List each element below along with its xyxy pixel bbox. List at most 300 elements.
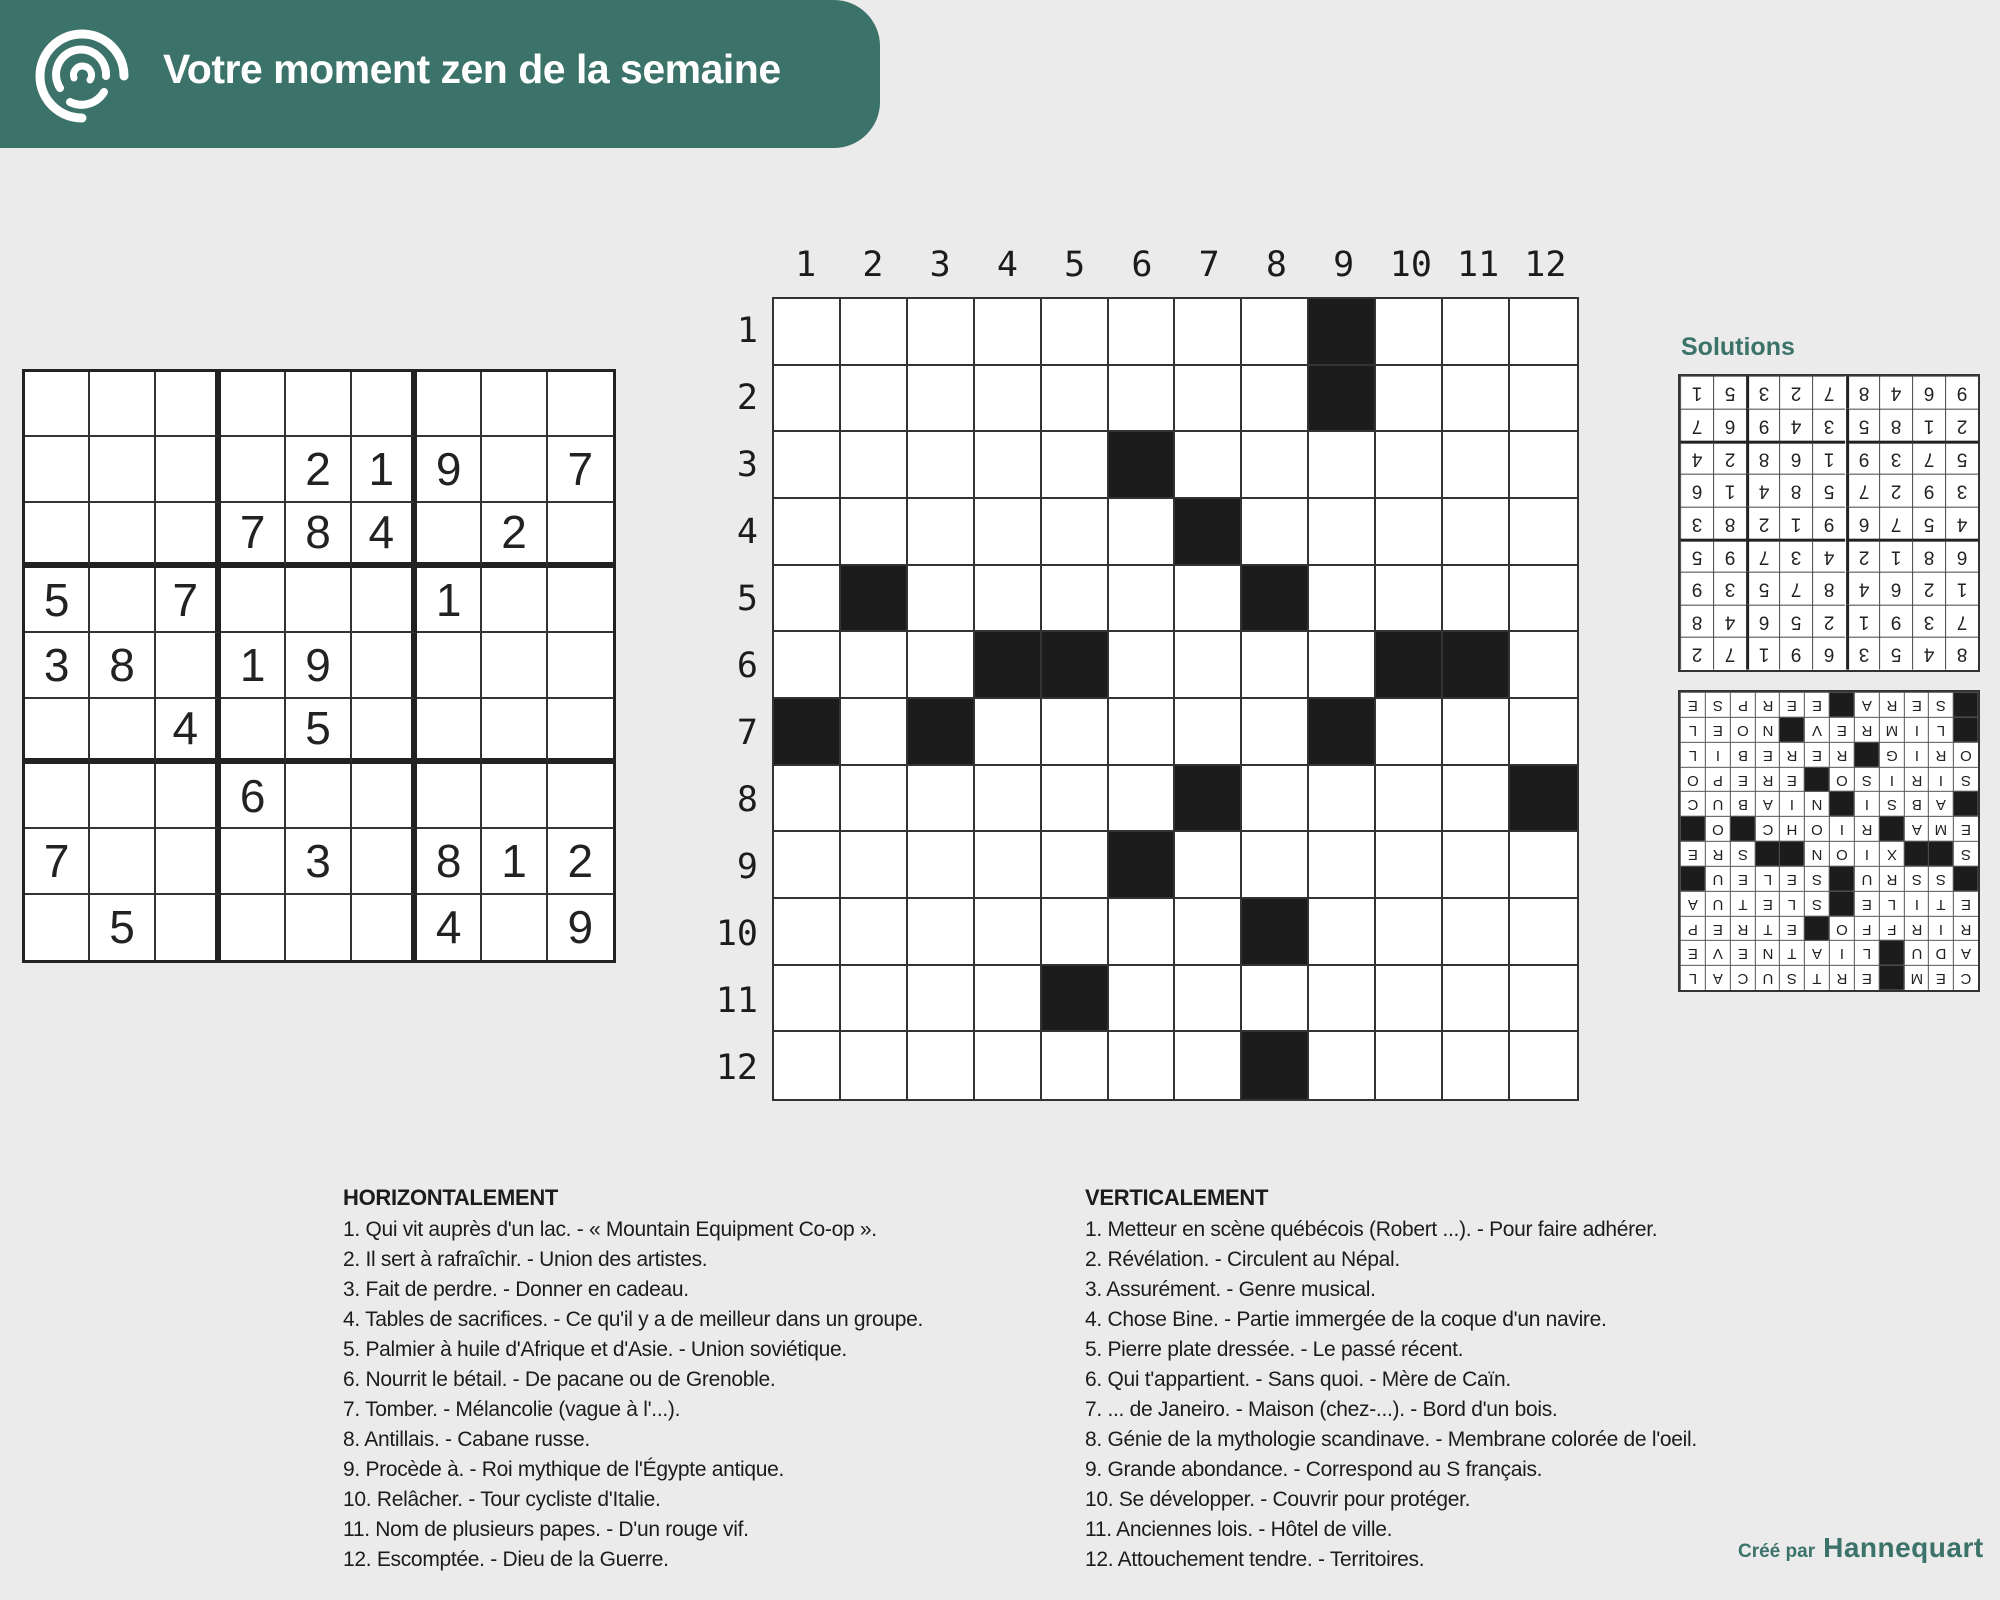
sudoku-cell[interactable]: [482, 699, 547, 764]
sudoku-cell[interactable]: 7: [221, 503, 286, 568]
crossword-cell[interactable]: [1309, 432, 1376, 499]
sudoku-cell[interactable]: [417, 503, 482, 568]
sudoku-cell[interactable]: [352, 764, 417, 829]
crossword-column-number: 4: [996, 245, 1018, 285]
crossword-black-cell: [1376, 632, 1443, 699]
crossword-cell[interactable]: [1042, 499, 1109, 566]
sudoku-cell[interactable]: [482, 895, 547, 960]
crossword-cell[interactable]: [1376, 899, 1443, 966]
crossword-cell[interactable]: [774, 432, 841, 499]
crossword-cell[interactable]: [1175, 1032, 1242, 1099]
crossword-cell[interactable]: [1242, 432, 1309, 499]
crossword-cell[interactable]: [841, 366, 908, 433]
crossword-cell[interactable]: [1376, 766, 1443, 833]
sudoku-cell[interactable]: 7: [25, 829, 90, 894]
sudoku-cell[interactable]: [482, 568, 547, 633]
crossword-cell[interactable]: [774, 966, 841, 1033]
crossword-column-number: 5: [1064, 245, 1086, 285]
crossword-row-numbers: [698, 297, 762, 1101]
crossword-cell[interactable]: [1443, 566, 1510, 633]
crossword-cell[interactable]: [774, 499, 841, 566]
solution-letter-cell: O: [1829, 916, 1854, 941]
crossword-cell[interactable]: [1109, 632, 1176, 699]
solution-letter-cell: O: [1953, 742, 1978, 767]
solution-letter-cell: C: [1755, 816, 1780, 841]
solution-letter-cell: E: [1854, 965, 1879, 990]
spiral-logo-icon: [30, 26, 134, 126]
sudoku-cell[interactable]: [221, 895, 286, 960]
crossword-cell[interactable]: [1175, 899, 1242, 966]
crossword-cell[interactable]: [1510, 499, 1577, 566]
crossword-cell[interactable]: [1510, 699, 1577, 766]
solution-letter-cell: E: [1953, 891, 1978, 916]
crossword-row-number: 10: [715, 913, 758, 954]
crossword-cell[interactable]: [1376, 966, 1443, 1033]
sudoku-cell[interactable]: 5: [286, 699, 351, 764]
clue-item: 3. Fait de perdre. - Donner en cadeau.: [343, 1278, 689, 1301]
solution-letter-cell: E: [1705, 717, 1730, 742]
crossword-cell[interactable]: [1510, 366, 1577, 433]
crossword-cell[interactable]: [1175, 432, 1242, 499]
solution-sudoku-cell: 5: [1680, 539, 1713, 572]
crossword-cell[interactable]: [1042, 766, 1109, 833]
crossword-cell[interactable]: [1309, 832, 1376, 899]
crossword-cell[interactable]: [774, 566, 841, 633]
sudoku-cell[interactable]: [286, 372, 351, 437]
crossword-cell[interactable]: [1309, 566, 1376, 633]
crossword-cell[interactable]: [1242, 966, 1309, 1033]
sudoku-cell[interactable]: [221, 829, 286, 894]
sudoku-cell[interactable]: 2: [286, 437, 351, 502]
sudoku-cell[interactable]: [25, 372, 90, 437]
crossword-cell[interactable]: [841, 499, 908, 566]
sudoku-cell[interactable]: 8: [417, 829, 482, 894]
crossword-cell[interactable]: [1042, 1032, 1109, 1099]
crossword-cell[interactable]: [774, 299, 841, 366]
crossword-cell[interactable]: [1376, 432, 1443, 499]
sudoku-cell[interactable]: [352, 829, 417, 894]
crossword-cell[interactable]: [841, 699, 908, 766]
solution-sudoku-cell: 9: [1713, 539, 1746, 572]
crossword-cell[interactable]: [908, 1032, 975, 1099]
solution-sudoku-cell: 1: [1879, 539, 1912, 572]
solution-letter-cell: E: [1779, 767, 1804, 792]
crossword-black-cell: [908, 699, 975, 766]
solution-sudoku-cell: 5: [1812, 474, 1845, 507]
crossword-cell[interactable]: [1443, 899, 1510, 966]
crossword-cell[interactable]: [1443, 699, 1510, 766]
crossword-black-cell: [1309, 699, 1376, 766]
sudoku-cell[interactable]: 6: [221, 764, 286, 829]
crossword-cell[interactable]: [1443, 499, 1510, 566]
sudoku-cell[interactable]: 4: [417, 895, 482, 960]
sudoku-cell[interactable]: 9: [417, 437, 482, 502]
crossword-cell[interactable]: [1443, 766, 1510, 833]
sudoku-cell[interactable]: [25, 764, 90, 829]
crossword-row-number: 2: [736, 377, 758, 418]
crossword-cell[interactable]: [1242, 699, 1309, 766]
crossword-cell[interactable]: [975, 499, 1042, 566]
sudoku-cell[interactable]: [90, 699, 155, 764]
crossword-cell[interactable]: [774, 899, 841, 966]
solution-letter-cell: I: [1829, 816, 1854, 841]
sudoku-cell[interactable]: [25, 895, 90, 960]
sudoku-cell[interactable]: 2: [548, 829, 613, 894]
sudoku-cell[interactable]: [90, 764, 155, 829]
sudoku-cell[interactable]: 7: [156, 568, 221, 633]
crossword-cell[interactable]: [1443, 966, 1510, 1033]
sudoku-cell[interactable]: [482, 437, 547, 502]
crossword-cell[interactable]: [1109, 966, 1176, 1033]
crossword-cell[interactable]: [841, 832, 908, 899]
crossword-black-cell: [1242, 1032, 1309, 1099]
solution-letter-cell: V: [1804, 717, 1829, 742]
crossword-cell[interactable]: [1309, 966, 1376, 1033]
crossword-cell[interactable]: [1376, 699, 1443, 766]
solution-letter-cell: S: [1804, 891, 1829, 916]
solution-letter-cell: A: [1953, 940, 1978, 965]
crossword-cell[interactable]: [975, 432, 1042, 499]
solution-letter-cell: E: [1680, 841, 1705, 866]
solution-sudoku-cell: 9: [1846, 441, 1879, 474]
crossword-cell[interactable]: [1309, 499, 1376, 566]
sudoku-cell[interactable]: [25, 503, 90, 568]
crossword-black-cell: [1443, 632, 1510, 699]
sudoku-cell[interactable]: [25, 699, 90, 764]
solution-sudoku-cell: 1: [1680, 376, 1713, 409]
crossword-column-number: 2: [862, 245, 884, 285]
sudoku-cell[interactable]: [417, 633, 482, 698]
crossword-cell[interactable]: [774, 366, 841, 433]
solution-letter-cell: E: [1854, 891, 1879, 916]
crossword-black-cell: [1175, 766, 1242, 833]
sudoku-cell[interactable]: [25, 437, 90, 502]
crossword-cell[interactable]: [1376, 499, 1443, 566]
crossword-cell[interactable]: [1376, 832, 1443, 899]
crossword-cell[interactable]: [1042, 432, 1109, 499]
sudoku-cell[interactable]: 8: [286, 503, 351, 568]
sudoku-cell[interactable]: 1: [482, 829, 547, 894]
crossword-cell[interactable]: [1242, 299, 1309, 366]
solution-letter-cell: S: [1804, 866, 1829, 891]
crossword-cell[interactable]: [1109, 566, 1176, 633]
solution-sudoku-cell: 1: [1912, 409, 1945, 442]
solution-letter-cell: R: [1904, 916, 1929, 941]
sudoku-cell[interactable]: [482, 633, 547, 698]
crossword-cell[interactable]: [841, 632, 908, 699]
crossword-cell[interactable]: [1175, 699, 1242, 766]
crossword-cell[interactable]: [1042, 832, 1109, 899]
crossword-cell[interactable]: [1510, 566, 1577, 633]
solution-sudoku-cell: 5: [1713, 376, 1746, 409]
crossword-cell[interactable]: [1443, 366, 1510, 433]
sudoku-cell[interactable]: [548, 503, 613, 568]
crossword-cell[interactable]: [1510, 832, 1577, 899]
sudoku-cell[interactable]: 3: [25, 633, 90, 698]
solution-sudoku-cell: 6: [1680, 474, 1713, 507]
sudoku-cell[interactable]: [156, 633, 221, 698]
crossword-column-number: 7: [1198, 245, 1220, 285]
solution-sudoku-cell: 2: [1680, 637, 1713, 670]
solution-sudoku-cell: 9: [1779, 637, 1812, 670]
crossword-cell[interactable]: [1510, 299, 1577, 366]
solution-letter-cell: E: [1928, 965, 1953, 990]
sudoku-cell[interactable]: [90, 829, 155, 894]
crossword-cell[interactable]: [1109, 1032, 1176, 1099]
solution-letter-cell: R: [1953, 916, 1978, 941]
solution-sudoku-cell: 3: [1945, 474, 1978, 507]
solution-sudoku-cell: 8: [1713, 507, 1746, 540]
solution-letter-cell: E: [1755, 891, 1780, 916]
sudoku-cell[interactable]: 9: [286, 633, 351, 698]
solution-letter-cell: F: [1879, 916, 1904, 941]
crossword-cell[interactable]: [841, 899, 908, 966]
page-title: Votre moment zen de la semaine: [163, 46, 781, 92]
sudoku-cell[interactable]: [221, 568, 286, 633]
crossword-cell[interactable]: [774, 1032, 841, 1099]
crossword-cell[interactable]: [1510, 1032, 1577, 1099]
solution-sudoku-cell: 3: [1779, 539, 1812, 572]
crossword-cell[interactable]: [1042, 566, 1109, 633]
solution-sudoku-cell: 6: [1846, 507, 1879, 540]
solution-letter-cell: A: [1680, 891, 1705, 916]
sudoku-cell[interactable]: 4: [352, 503, 417, 568]
sudoku-cell[interactable]: [90, 437, 155, 502]
solution-sudoku-cell: 9: [1945, 376, 1978, 409]
solution-letter-cell: C: [1680, 791, 1705, 816]
crossword-cell[interactable]: [1109, 499, 1176, 566]
crossword-cell[interactable]: [908, 766, 975, 833]
sudoku-cell[interactable]: 1: [221, 633, 286, 698]
crossword-cell[interactable]: [1042, 699, 1109, 766]
crossword-cell[interactable]: [1042, 366, 1109, 433]
sudoku-cell[interactable]: 8: [90, 633, 155, 698]
clue-item: 11. Anciennes lois. - Hôtel de ville.: [1085, 1518, 1393, 1541]
solution-sudoku-cell: 3: [1846, 637, 1879, 670]
crossword-cell[interactable]: [774, 632, 841, 699]
clue-item: 7. Tomber. - Mélancolie (vague à l'...).: [343, 1398, 681, 1421]
crossword-cell[interactable]: [975, 699, 1042, 766]
sudoku-cell[interactable]: [417, 699, 482, 764]
sudoku-cell[interactable]: [286, 764, 351, 829]
solution-sudoku-cell: 1: [1779, 507, 1812, 540]
solution-black-cell: [1730, 816, 1755, 841]
solution-black-cell: [1953, 717, 1978, 742]
solution-sudoku-cell: 3: [1713, 572, 1746, 605]
sudoku-cell[interactable]: [352, 372, 417, 437]
crossword-cell[interactable]: [1510, 966, 1577, 1033]
sudoku-cell[interactable]: [221, 437, 286, 502]
crossword-cell[interactable]: [908, 632, 975, 699]
crossword-row-number: 3: [736, 444, 758, 485]
crossword-cell[interactable]: [841, 766, 908, 833]
sudoku-cell[interactable]: [482, 764, 547, 829]
solution-letter-cell: T: [1779, 940, 1804, 965]
crossword-cell[interactable]: [841, 299, 908, 366]
solution-black-cell: [1829, 866, 1854, 891]
sudoku-cell[interactable]: [417, 372, 482, 437]
sudoku-cell[interactable]: [417, 764, 482, 829]
crossword-cell[interactable]: [1376, 366, 1443, 433]
solution-letter-cell: U: [1705, 791, 1730, 816]
crossword-cell[interactable]: [774, 766, 841, 833]
crossword-cell[interactable]: [841, 966, 908, 1033]
crossword-cell[interactable]: [1109, 699, 1176, 766]
sudoku-cell[interactable]: [548, 372, 613, 437]
crossword-cell[interactable]: [908, 366, 975, 433]
crossword-cell[interactable]: [1242, 366, 1309, 433]
crossword-cell[interactable]: [1309, 632, 1376, 699]
sudoku-cell[interactable]: 5: [25, 568, 90, 633]
clue-item: 2. Révélation. - Circulent au Népal.: [1085, 1248, 1400, 1271]
sudoku-cell[interactable]: [286, 895, 351, 960]
crossword-cell[interactable]: [1109, 899, 1176, 966]
solution-sudoku-cell: 7: [1912, 441, 1945, 474]
crossword-cell[interactable]: [975, 366, 1042, 433]
solution-sudoku-cell: 2: [1713, 441, 1746, 474]
crossword-cell[interactable]: [908, 966, 975, 1033]
crossword-cell[interactable]: [1042, 299, 1109, 366]
sudoku-cell[interactable]: [221, 699, 286, 764]
solution-sudoku-cell: 2: [1912, 572, 1945, 605]
crossword-cell[interactable]: [1175, 966, 1242, 1033]
crossword-cell[interactable]: [1376, 566, 1443, 633]
sudoku-cell[interactable]: [221, 372, 286, 437]
crossword-cell[interactable]: [975, 766, 1042, 833]
sudoku-cell[interactable]: 2: [482, 503, 547, 568]
sudoku-cell[interactable]: [156, 437, 221, 502]
solution-letter-cell: U: [1755, 965, 1780, 990]
crossword-cell[interactable]: [1510, 432, 1577, 499]
crossword-cell[interactable]: [1443, 1032, 1510, 1099]
solution-sudoku-cell: 3: [1812, 409, 1845, 442]
solution-sudoku-cell: 1: [1945, 572, 1978, 605]
crossword-cell[interactable]: [1309, 1032, 1376, 1099]
crossword-cell[interactable]: [1242, 766, 1309, 833]
crossword-cell[interactable]: [841, 432, 908, 499]
crossword-row-number: 9: [736, 846, 758, 887]
solution-letter-cell: L: [1854, 940, 1879, 965]
crossword-black-cell: [1042, 632, 1109, 699]
sudoku-cell[interactable]: [482, 372, 547, 437]
sudoku-cell[interactable]: [156, 764, 221, 829]
crossword-cell[interactable]: [1242, 499, 1309, 566]
horizontal-clues-heading: HORIZONTALEMENT: [343, 1185, 559, 1210]
sudoku-cell[interactable]: 1: [352, 437, 417, 502]
solution-letter-cell: U: [1904, 940, 1929, 965]
crossword-cell[interactable]: [975, 566, 1042, 633]
crossword-cell[interactable]: [1242, 832, 1309, 899]
sudoku-cell[interactable]: [352, 568, 417, 633]
solution-letter-cell: U: [1705, 891, 1730, 916]
crossword-cell[interactable]: [908, 499, 975, 566]
crossword-cell[interactable]: [1175, 632, 1242, 699]
sudoku-cell[interactable]: [352, 895, 417, 960]
crossword-cell[interactable]: [975, 832, 1042, 899]
crossword-cell[interactable]: [1109, 299, 1176, 366]
sudoku-cell[interactable]: 5: [90, 895, 155, 960]
vertical-clues-heading: VERTICALEMENT: [1085, 1185, 1269, 1210]
crossword-cell[interactable]: [1109, 366, 1176, 433]
crossword-cell[interactable]: [908, 832, 975, 899]
sudoku-cell[interactable]: [90, 372, 155, 437]
sudoku-cell[interactable]: [156, 503, 221, 568]
sudoku-cell[interactable]: [90, 568, 155, 633]
solution-letter-cell: S: [1879, 791, 1904, 816]
crossword-cell[interactable]: [1175, 832, 1242, 899]
crossword-cell[interactable]: [908, 299, 975, 366]
solution-sudoku-cell: 7: [1945, 605, 1978, 638]
crossword-cell[interactable]: [1175, 299, 1242, 366]
crossword-cell[interactable]: [1042, 899, 1109, 966]
sudoku-cell[interactable]: 9: [567, 901, 594, 954]
crossword-cell[interactable]: [1309, 766, 1376, 833]
crossword-cell[interactable]: [1510, 632, 1577, 699]
sudoku-cell[interactable]: [548, 699, 613, 764]
sudoku-cell[interactable]: [286, 568, 351, 633]
crossword-black-cell: [1309, 366, 1376, 433]
sudoku-cell[interactable]: [90, 503, 155, 568]
solution-sudoku-cell: 4: [1779, 409, 1812, 442]
sudoku-cell[interactable]: [548, 568, 613, 633]
crossword-cell[interactable]: [1443, 832, 1510, 899]
sudoku-cell[interactable]: [156, 372, 221, 437]
sudoku-cell[interactable]: [352, 633, 417, 698]
crossword-cell[interactable]: [1309, 899, 1376, 966]
solution-letter-cell: X: [1879, 841, 1904, 866]
crossword-cell[interactable]: [908, 432, 975, 499]
crossword-cell[interactable]: [908, 899, 975, 966]
solution-letter-cell: E: [1730, 866, 1755, 891]
solution-letter-cell: S: [1705, 692, 1730, 717]
solution-sudoku-cell: 4: [1879, 376, 1912, 409]
sudoku-cell[interactable]: [156, 895, 221, 960]
crossword-cell[interactable]: [1109, 766, 1176, 833]
sudoku-cell[interactable]: [548, 633, 613, 698]
solution-letter-cell: T: [1804, 965, 1829, 990]
sudoku-cell[interactable]: [548, 764, 613, 829]
solution-letter-cell: U: [1705, 866, 1730, 891]
crossword-cell[interactable]: [1242, 632, 1309, 699]
solution-letter-cell: M: [1928, 816, 1953, 841]
crossword-cell[interactable]: [841, 1032, 908, 1099]
crossword-cell[interactable]: [975, 299, 1042, 366]
crossword-cell[interactable]: [1443, 432, 1510, 499]
sudoku-cell[interactable]: 7: [548, 437, 613, 502]
crossword-cell[interactable]: [975, 1032, 1042, 1099]
crossword-cell[interactable]: [1443, 299, 1510, 366]
crossword-black-cell: [774, 699, 841, 766]
sudoku-cell[interactable]: [352, 699, 417, 764]
crossword-cell[interactable]: [1175, 366, 1242, 433]
crossword-cell[interactable]: [1376, 1032, 1443, 1099]
crossword-cell[interactable]: [975, 966, 1042, 1033]
crossword-cell[interactable]: [908, 566, 975, 633]
solution-sudoku-cell: 5: [1879, 637, 1912, 670]
crossword-cell[interactable]: [975, 899, 1042, 966]
solution-sudoku-cell: 4: [1846, 572, 1879, 605]
sudoku-grid: [22, 369, 616, 963]
crossword-cell[interactable]: [1175, 566, 1242, 633]
crossword-cell[interactable]: [1376, 299, 1443, 366]
sudoku-cell[interactable]: [156, 829, 221, 894]
sudoku-cell[interactable]: 4: [156, 699, 221, 764]
sudoku-cell[interactable]: 3: [286, 829, 351, 894]
sudoku-cell[interactable]: 1: [417, 568, 482, 633]
crossword-cell[interactable]: [774, 832, 841, 899]
crossword-cell[interactable]: [1510, 899, 1577, 966]
solution-letter-cell: M: [1904, 965, 1929, 990]
